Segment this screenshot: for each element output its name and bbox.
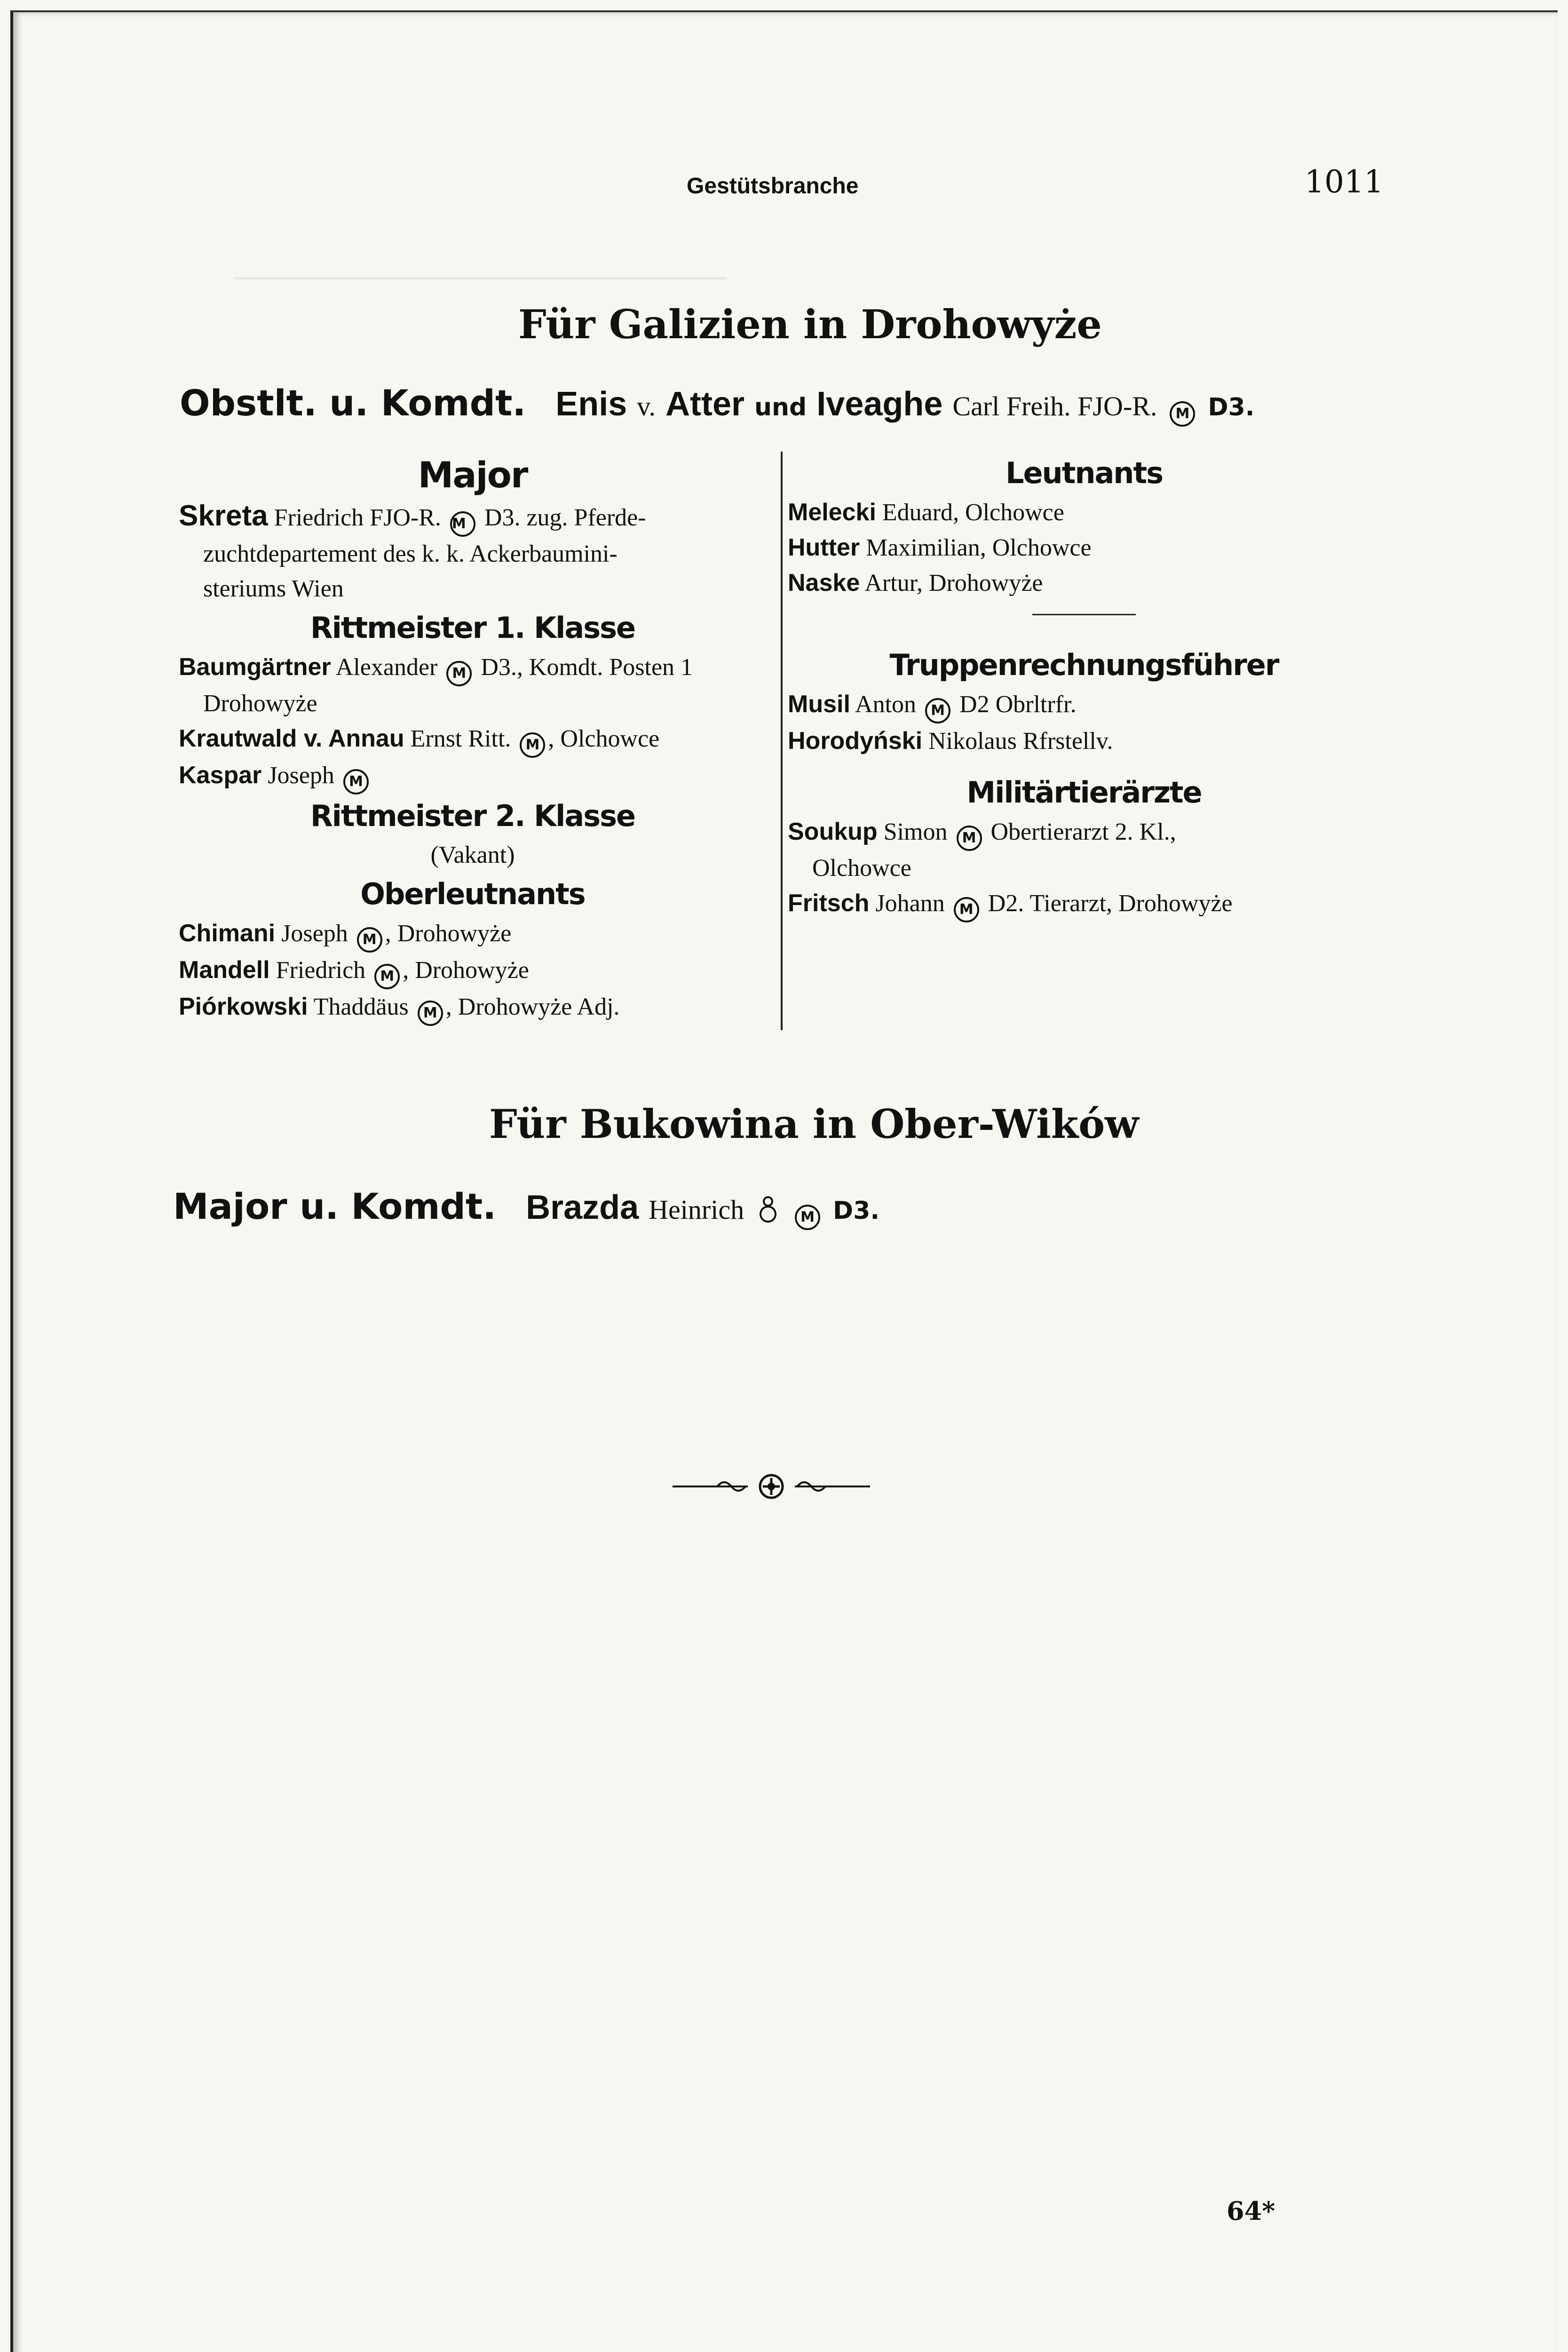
merit-cross-icon: M <box>446 661 472 686</box>
page-number: 1011 <box>1305 164 1384 200</box>
list-item <box>788 814 1380 851</box>
merit-cross-icon: M <box>520 732 545 758</box>
entry-text: Maximilian, Olchowce <box>866 534 1092 561</box>
entry-name: Horodyński <box>788 727 923 755</box>
entry-text: Anton <box>855 691 917 718</box>
entry-text: D3., Komdt. Posten 1 <box>481 654 693 681</box>
entry-continuation: steriums Wien <box>203 575 344 602</box>
commander-decoration: D3. <box>833 1197 880 1225</box>
entry-text: Simon <box>883 818 948 845</box>
heading-rittmeister-1: Rittmeister 1. Klasse <box>310 611 635 645</box>
entry-text: Alexander <box>335 654 438 681</box>
page-border <box>10 10 1558 2352</box>
heading-leutnants: Leutnants <box>1006 456 1163 490</box>
galizien-commander-line <box>180 382 1254 427</box>
entry-text: , Drohowyże Adj. <box>445 993 620 1020</box>
entry-text: D2. Tierarzt, Drohowyże <box>988 890 1233 917</box>
entry-text: Nikolaus Rfrstellv. <box>928 728 1113 755</box>
entry-continuation: zuchtdepartement des k. k. Ackerbaumini- <box>203 540 618 567</box>
right-column <box>788 452 1380 922</box>
entry-name: Kaspar <box>179 762 262 789</box>
list-item <box>179 499 767 537</box>
merit-cross-icon: M <box>450 511 475 537</box>
list-item <box>788 530 1380 565</box>
entry-text: Eduard, Olchowce <box>882 499 1064 526</box>
commander-joiner-1: v. <box>637 391 656 421</box>
heading-oberleutnants: Oberleutnants <box>360 877 585 911</box>
entry-continuation: Drohowyże <box>203 690 317 717</box>
entry-name: Mandell <box>179 956 270 984</box>
running-head: Gestütsbranche <box>687 174 859 199</box>
merit-cross-icon: M <box>795 1205 820 1230</box>
list-item <box>179 650 767 686</box>
list-item <box>179 916 767 953</box>
section-title-galizien: Für Galizien in Drohowyże <box>518 301 1102 348</box>
order-badge-icon <box>759 1195 777 1224</box>
commander-details: Carl Freih. FJO-R. <box>952 391 1157 421</box>
merit-cross-icon: M <box>1170 401 1195 427</box>
entry-name: Baumgärtner <box>179 653 331 681</box>
entry-text: Ernst Ritt. <box>410 725 511 752</box>
merit-cross-icon: M <box>418 1001 443 1026</box>
entry-text: D2 Obrltrfr. <box>959 691 1077 718</box>
merit-cross-icon: M <box>925 698 950 723</box>
entry-name: Chimani <box>179 920 276 947</box>
section-rule <box>1032 614 1136 615</box>
commander-surname: Brazda <box>526 1189 639 1226</box>
entry-text: Johann <box>875 890 945 917</box>
heading-truppenrechnungsfuehrer: Truppenrechnungsführer <box>889 648 1279 682</box>
commander-surname-2: Atter <box>665 385 745 423</box>
bukowina-commander-line <box>173 1185 879 1230</box>
entry-text: , Drohowyże <box>403 957 529 984</box>
entry-text: Joseph <box>281 920 348 947</box>
entry-text: Artur, Drohowyże <box>864 570 1043 596</box>
entry-name: Piórkowski <box>179 993 308 1020</box>
entry-name: Naske <box>788 569 860 596</box>
list-item <box>179 721 767 758</box>
entry-text: , Drohowyże <box>385 920 512 947</box>
entry-text: Friedrich <box>276 957 366 984</box>
list-item <box>788 495 1380 530</box>
list-item <box>788 687 1380 723</box>
signature-mark: 64* <box>1227 2196 1275 2226</box>
left-column <box>179 452 767 1026</box>
list-item <box>179 989 767 1026</box>
entry-text: Thaddäus <box>313 993 409 1020</box>
merit-cross-icon: M <box>957 826 982 851</box>
entry-name: Skreta <box>179 500 268 532</box>
heading-major: Major <box>418 454 528 496</box>
list-item <box>179 953 767 989</box>
commander-surname-1: Enis <box>555 385 627 423</box>
list-item <box>788 723 1380 759</box>
column-divider <box>781 452 783 1030</box>
entry-text: , Olchowce <box>548 725 660 752</box>
commander-rank: Major u. Komdt. <box>173 1185 497 1227</box>
commander-rank: Obstlt. u. Komdt. <box>180 382 526 424</box>
merit-cross-icon: M <box>343 769 369 795</box>
entry-text: D3. zug. Pferde- <box>484 504 646 531</box>
commander-joiner-2: und <box>754 393 807 421</box>
entry-name: Krautwald v. Annau <box>179 725 404 752</box>
list-item <box>788 886 1380 922</box>
entry-text: Obertierarzt 2. Kl., <box>990 818 1176 845</box>
entry-text: Friedrich FJO-R. <box>274 504 441 531</box>
entry-name: Soukup <box>788 818 878 845</box>
merit-cross-icon: M <box>357 927 382 953</box>
entry-continuation: Olchowce <box>812 855 911 882</box>
merit-cross-icon: M <box>374 964 400 989</box>
commander-first-name: Heinrich <box>649 1194 744 1225</box>
ornament-divider-icon <box>673 1472 870 1501</box>
bleed-through: ─────────────────────────────── <box>235 263 727 294</box>
entry-name: Hutter <box>788 534 860 561</box>
merit-cross-icon: M <box>954 897 979 922</box>
commander-decoration: D3. <box>1208 393 1255 421</box>
heading-militaertieraerzte: Militärtierärzte <box>966 775 1202 810</box>
entry-name: Fritsch <box>788 890 870 917</box>
entry-name: Musil <box>788 691 850 718</box>
commander-surname-3: Iveaghe <box>816 385 943 423</box>
list-item <box>179 758 767 795</box>
section-title-bukowina: Für Bukowina in Ober-Wików <box>489 1101 1139 1147</box>
list-item <box>788 565 1380 601</box>
heading-rittmeister-2: Rittmeister 2. Klasse <box>310 799 635 833</box>
vacant-note: (Vakant) <box>430 842 515 868</box>
entry-name: Melecki <box>788 499 876 526</box>
entry-text: Joseph <box>268 762 334 789</box>
